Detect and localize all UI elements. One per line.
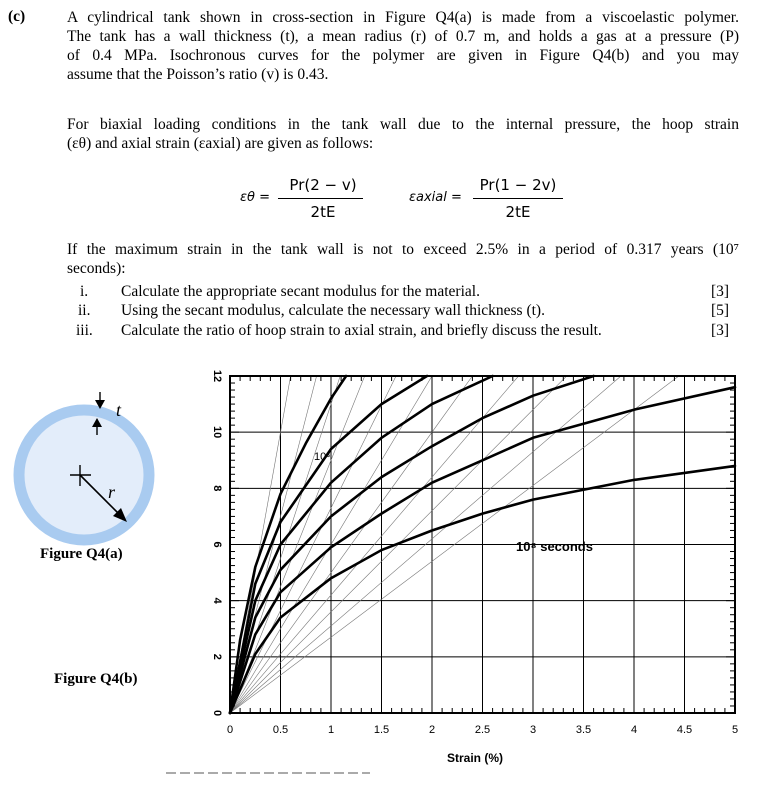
axial-fraction-bar	[473, 198, 563, 199]
radius-label: r	[108, 482, 116, 502]
biaxial-line: For biaxial loading conditions in the tank wall due to the internal pressure, the hoop strain	[67, 116, 739, 133]
y-tick-label: 10	[211, 426, 223, 439]
task-text: Using the secant modulus, calculate the necessary wall thickness (t).	[121, 302, 545, 319]
axial-strain-lhs: εaxial =	[409, 190, 462, 205]
x-tick-label: 1.5	[373, 724, 390, 736]
intro-line: assume that the Poisson’s ratio (v) is 0.43.	[67, 66, 329, 83]
question-label: (c)	[8, 8, 26, 25]
biaxial-line: (εθ) and axial strain (εaxial) are given as follows:	[67, 135, 374, 152]
x-tick-label: 3	[529, 724, 537, 736]
constraint-line: If the maximum strain in the tank wall is not to exceed 2.5% in a period of 0.317 years (10⁷	[67, 241, 739, 258]
biaxial-paragraph	[67, 115, 739, 153]
x-tick-label: 0	[226, 724, 234, 736]
x-tick-label: 2.5	[474, 724, 491, 736]
task-number: ii.	[78, 302, 91, 319]
x-tick-label: 0.5	[272, 724, 289, 736]
x-tick-label: 4	[630, 724, 638, 736]
task-marks: [5]	[711, 302, 730, 319]
x-tick-label: 5	[731, 724, 739, 736]
constraint-line: seconds):	[67, 260, 126, 277]
task-text: Calculate the appropriate secant modulus for the material.	[121, 283, 480, 300]
annotation-bottom-curve: 10⁸ seconds	[516, 539, 593, 554]
task-text: Calculate the ratio of hoop strain to axial strain, and briefly discuss the result.	[121, 322, 602, 339]
x-axis-title: Strain (%)	[446, 751, 504, 765]
y-tick-label: 6	[211, 541, 223, 548]
intro-paragraph	[67, 8, 739, 84]
axial-strain-numerator: Pr(1 − 2v)	[479, 176, 557, 194]
task-number: iii.	[76, 322, 93, 339]
figure-b-caption: Figure Q4(b)	[54, 671, 138, 687]
task-marks: [3]	[711, 322, 730, 339]
intro-line: of 0.4 MPa. Isochronous curves for the polymer are given in Figure Q4(b) and you may	[67, 47, 739, 64]
task-marks: [3]	[711, 283, 730, 300]
y-tick-label: 4	[211, 597, 223, 604]
hoop-strain-numerator: Pr(2 − v)	[289, 176, 357, 194]
thickness-label: t	[116, 400, 122, 420]
tank-cross-section-figure	[0, 385, 175, 555]
hoop-strain-denominator: 2tE	[310, 203, 336, 221]
intro-line: The tank has a wall thickness (t), a mean radius (r) of 0.7 m, and holds a gas at a pressure (P)	[67, 28, 739, 45]
constraint-paragraph	[67, 240, 739, 278]
figure-a-caption: Figure Q4(a)	[40, 546, 123, 562]
hoop-fraction-bar	[278, 198, 363, 199]
x-tick-label: 4.5	[676, 724, 693, 736]
hoop-strain-lhs: εθ =	[240, 190, 271, 205]
x-tick-label: 1	[327, 724, 335, 736]
annotation-top-curve: 10³	[314, 451, 330, 463]
task-number: i.	[80, 283, 89, 300]
axial-strain-denominator: 2tE	[505, 203, 531, 221]
y-tick-label: 2	[211, 653, 223, 660]
y-tick-label: 0	[211, 709, 223, 717]
x-tick-label: 2	[428, 724, 436, 736]
y-tick-label: 8	[211, 485, 223, 492]
x-tick-label: 3.5	[575, 724, 592, 736]
isochronous-chart	[160, 362, 760, 782]
y-tick-label: 12	[211, 369, 223, 383]
intro-line: A cylindrical tank shown in cross-section in Figure Q4(a) is made from a viscoelastic polymer.	[67, 9, 739, 26]
